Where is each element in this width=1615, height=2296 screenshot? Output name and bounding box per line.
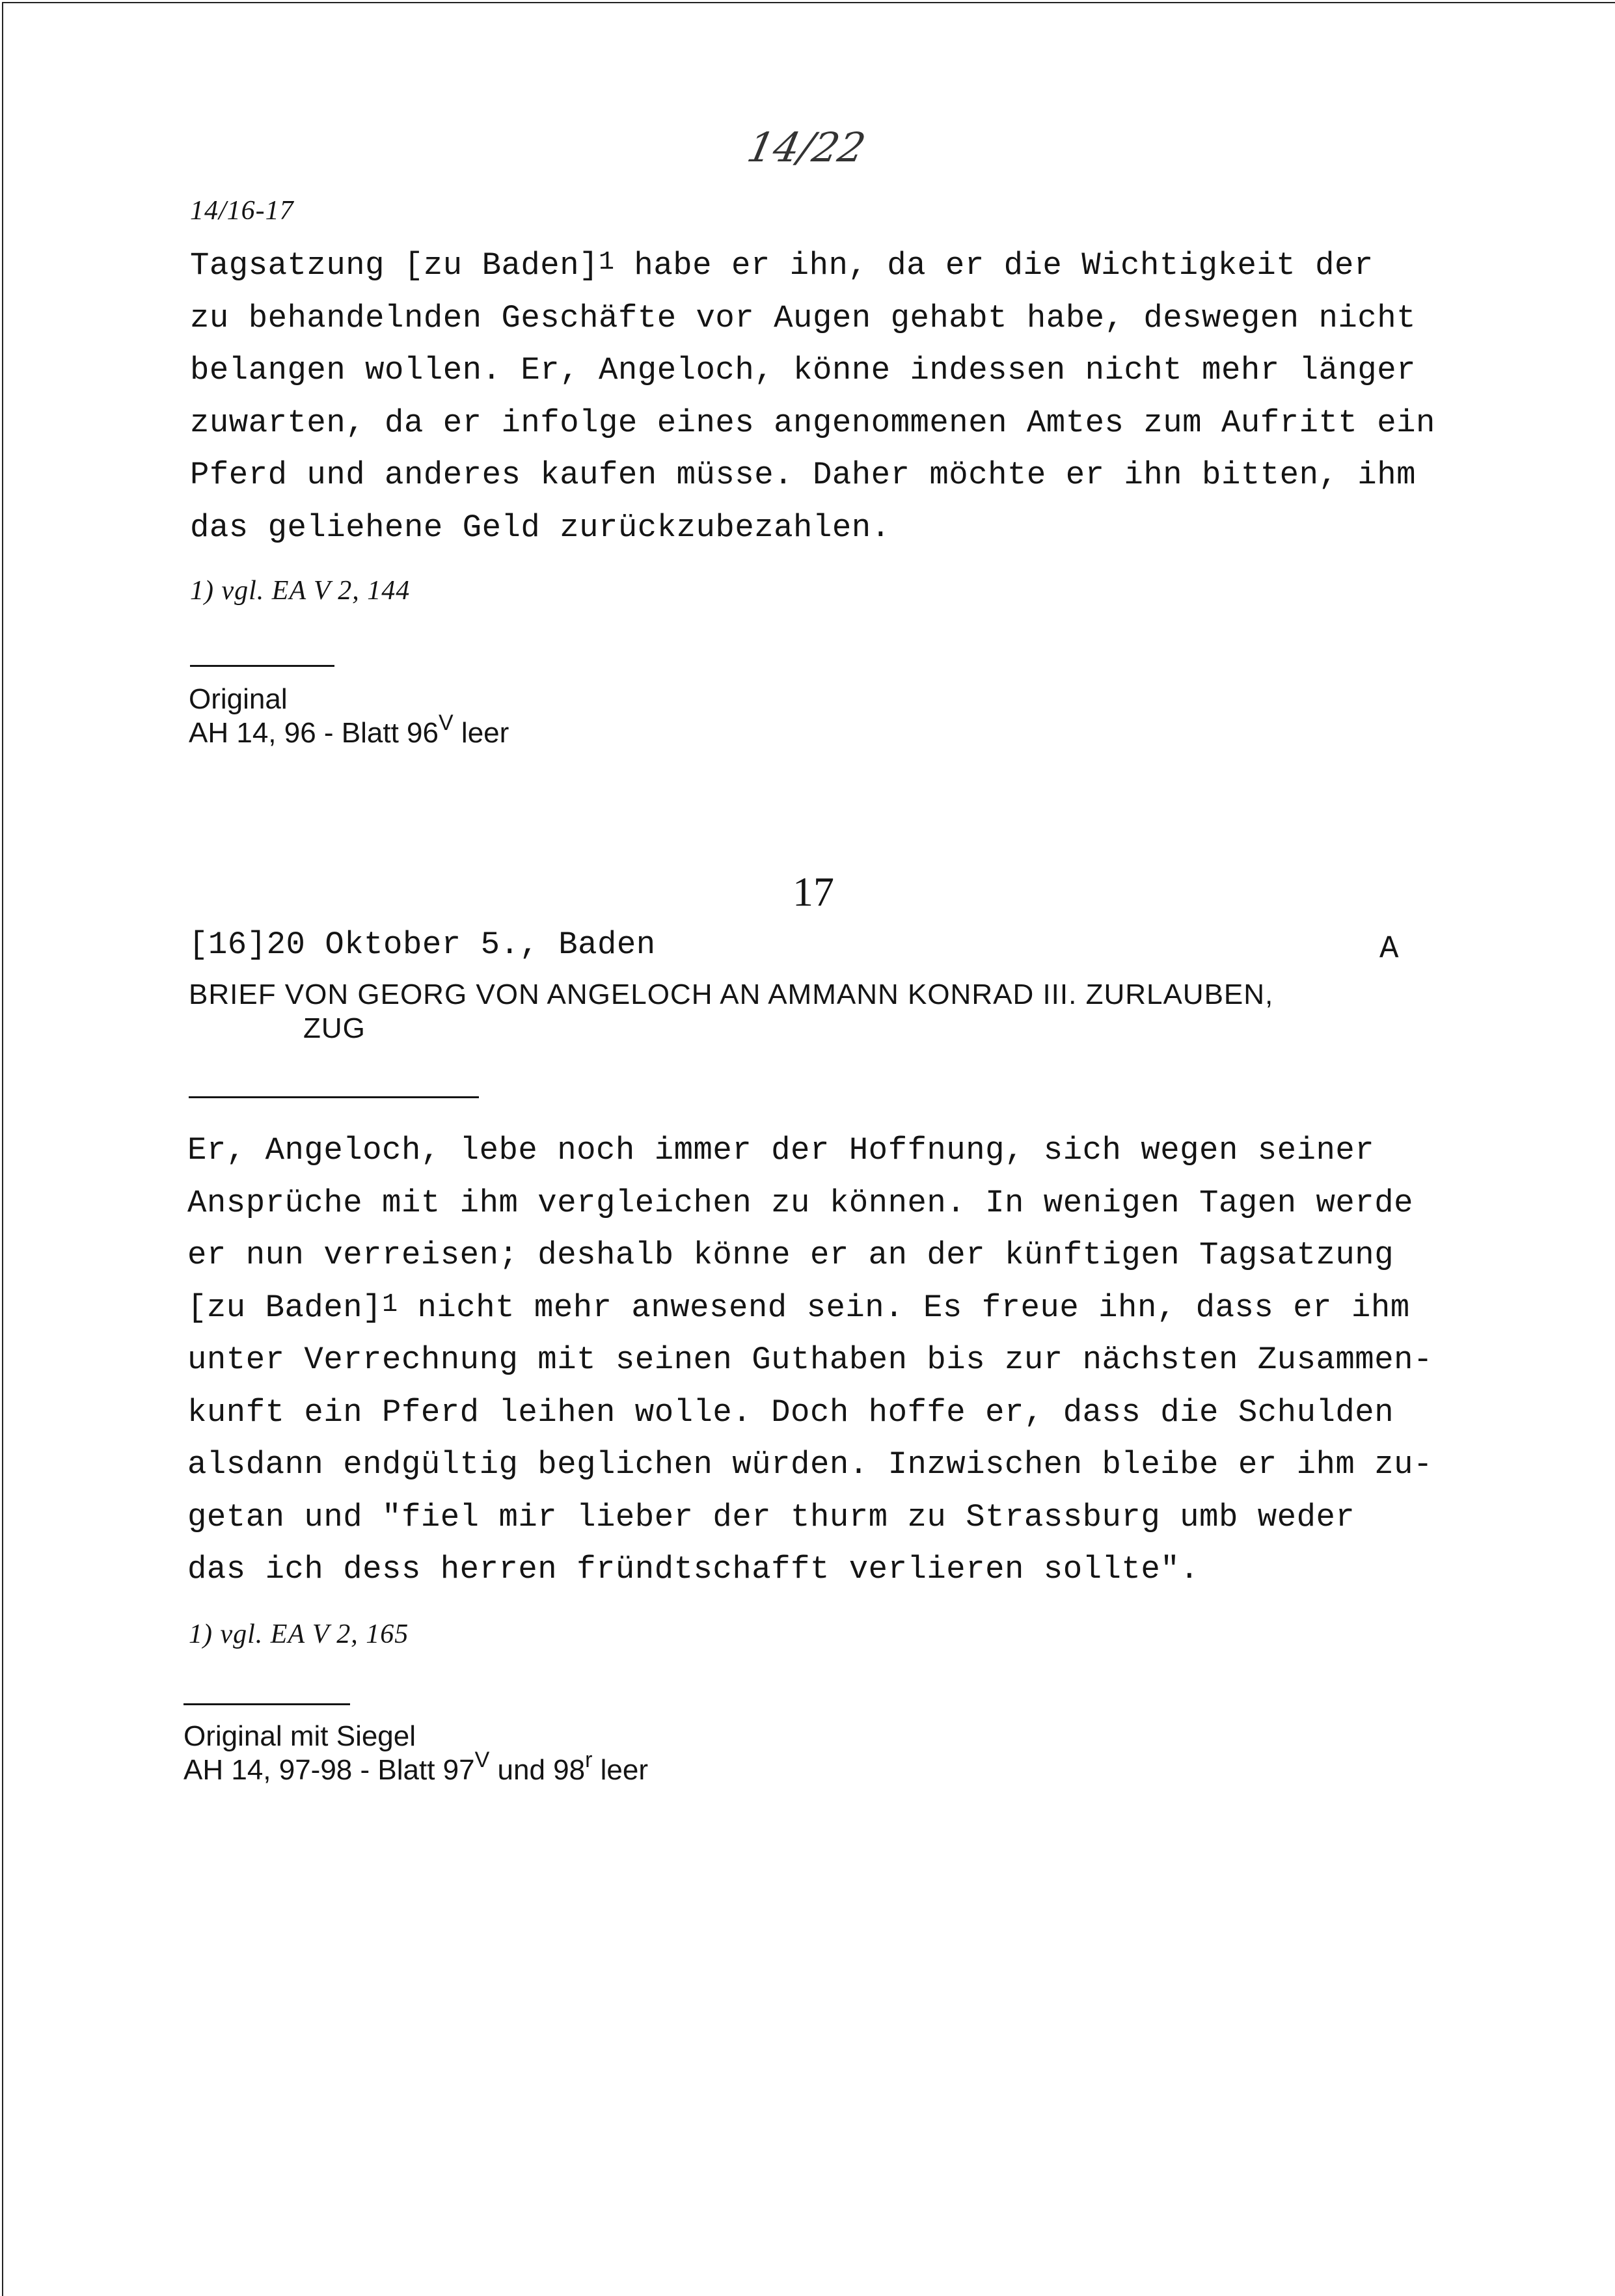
text-segment: belangen wollen. Er, Angeloch, könne indessen nicht mehr länger — [190, 352, 1417, 388]
handwritten-page-number: 14/22 — [743, 124, 870, 171]
text-segment: zuwarten, da er infolge eines angenommenen Amtes zum Aufritt ein — [190, 404, 1435, 441]
source-label-2: Original mit Siegel — [183, 1720, 416, 1752]
text-line — [187, 1282, 1433, 1334]
text-line — [187, 1491, 1433, 1544]
document-reference: 14/16-17 — [190, 196, 294, 226]
text-segment: habe er ihn, da er die Wichtigkeit der — [614, 247, 1374, 284]
text-line — [187, 1543, 1433, 1596]
footnote-1: 1) vgl. EA V 2, 144 — [190, 576, 411, 606]
text-segment: unter Verrechnung mit seinen Guthaben bis zur nächsten Zusammen- — [187, 1342, 1433, 1378]
text-segment: [zu Baden] — [187, 1289, 383, 1326]
source-reference: AH 14, 96 - Blatt $96^V$ leer — [189, 710, 509, 749]
text-segment: Pferd und anderes kaufen müsse. Daher möchte er ihn bitten, ihm — [190, 457, 1417, 493]
text-line — [187, 1177, 1433, 1230]
text-line — [190, 239, 1435, 292]
text-line — [190, 292, 1435, 345]
footnote-2: 1) vgl. EA V 2, 165 — [189, 1619, 409, 1649]
footnote-marker: 1 — [599, 248, 615, 277]
footnote-rule — [190, 665, 334, 667]
summary-paragraph — [187, 1124, 1433, 1596]
text-segment: das ich dess herren fründtschafft verlieren sollte". — [187, 1551, 1200, 1587]
footnote-marker: 1 — [382, 1290, 398, 1319]
text-segment: Er, Angeloch, lebe noch immer der Hoffnung, sich wegen seiner — [187, 1132, 1375, 1168]
text-segment: er nun verreisen; deshalb könne er an der künftigen Tagsatzung — [187, 1237, 1394, 1273]
text-segment: kunft ein Pferd leihen wolle. Doch hoffe er, dass die Schulden — [187, 1394, 1394, 1431]
entry-marker: A — [1379, 930, 1399, 967]
text-segment: getan und "fiel mir lieber der thurm zu Strassburg umb weder — [187, 1498, 1355, 1535]
entry-number: 17 — [793, 869, 834, 915]
text-segment: zu behandelnden Geschäfte vor Augen gehabt habe, deswegen nicht — [190, 299, 1417, 336]
text-line — [187, 1124, 1433, 1177]
text-segment: alsdann endgültig beglichen würden. Inzwischen bleibe er ihm zu- — [187, 1446, 1433, 1483]
source-label: Original — [189, 683, 288, 715]
source-reference-2: AH 14, 97-98 - Blatt $97^V$ und 98$^r$ leer — [183, 1748, 649, 1786]
text-segment: das geliehene Geld zurückzubezahlen. — [190, 509, 891, 546]
text-segment: Ansprüche mit ihm vergleichen zu können. In wenigen Tagen werde — [187, 1184, 1414, 1221]
continued-paragraph — [190, 239, 1435, 554]
text-line — [190, 344, 1435, 397]
text-segment: nicht mehr anwesend sein. Es freue ihn, dass er ihm — [398, 1289, 1410, 1326]
text-line — [190, 502, 1435, 554]
text-segment: Tagsatzung [zu Baden] — [190, 247, 599, 284]
text-line — [190, 449, 1435, 502]
entry-heading: BRIEF VON GEORG VON ANGELOCH AN AMMANN KONRAD III. ZURLAUBEN, ZUG — [189, 979, 1274, 1044]
heading-rule — [189, 1096, 479, 1098]
text-line — [187, 1334, 1433, 1386]
text-line — [187, 1386, 1433, 1439]
text-line — [187, 1229, 1433, 1282]
text-line — [187, 1438, 1433, 1491]
entry-date-place: [16]20 Oktober 5., Baden — [189, 926, 656, 963]
footnote-rule-2 — [183, 1703, 350, 1705]
text-line — [190, 397, 1435, 450]
